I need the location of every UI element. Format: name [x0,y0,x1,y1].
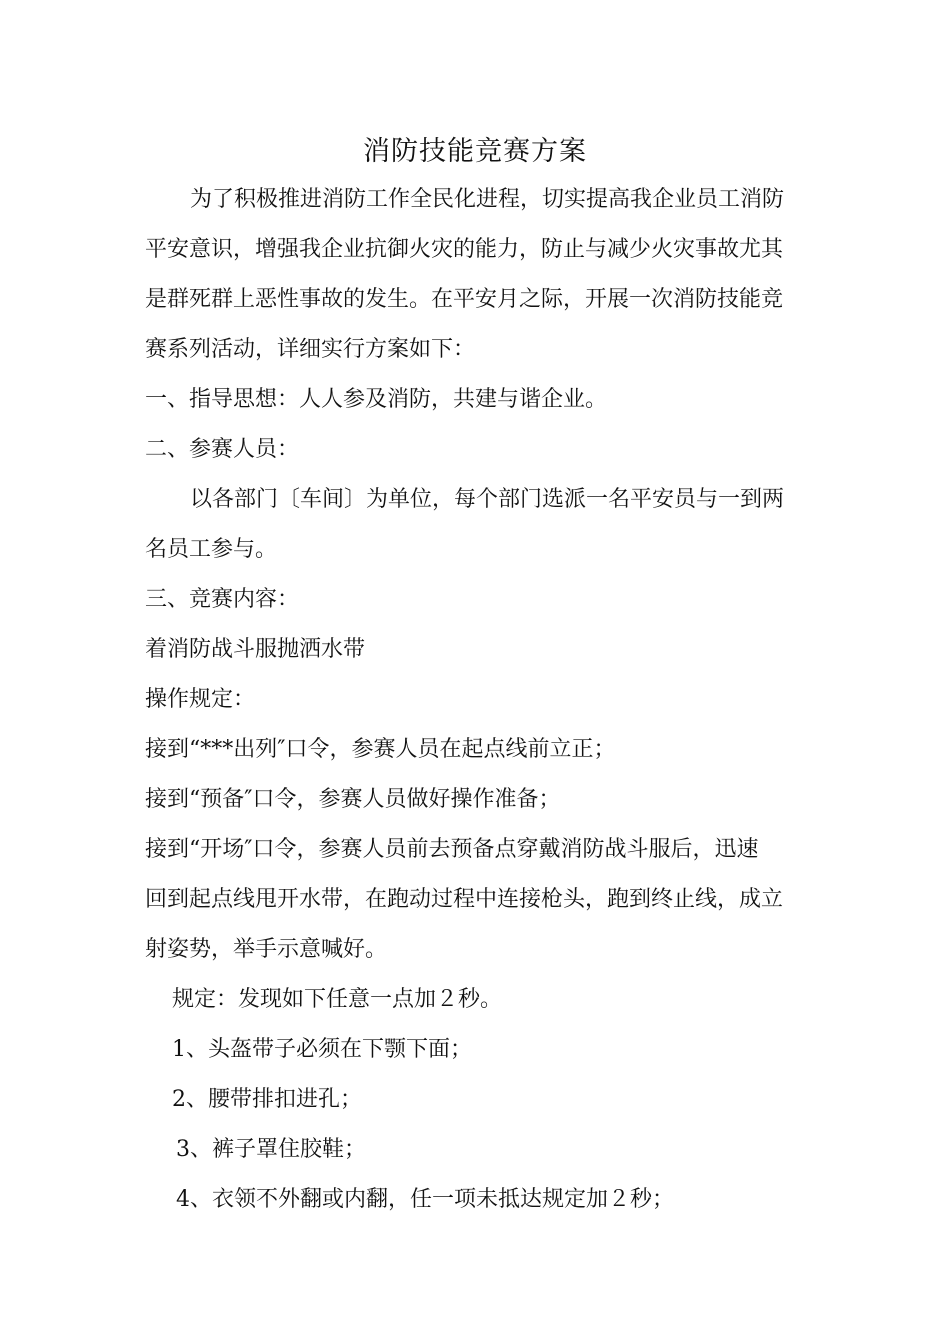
body-line-intro-3: 是群死群上恶性事故的发生。在平安月之际，开展一次消防技能竞 [145,287,784,312]
list-item-1: 1、头盔带子必须在下颚下面； [172,1037,472,1062]
body-line-intro-4: 赛系列活动，详细实行方案如下： [145,337,476,362]
body-line-event: 着消防战斗服抛洒水带 [145,637,366,662]
body-line-intro-1: 为了积极推进消防工作全民化进程，切实提高我企业员工消防 [190,187,785,212]
body-line-command-3b: 回到起点线甩开水带，在跑动过程中连接枪头，跑到终止线，成立 [145,887,784,912]
section-heading-participants: 二、参赛人员： [145,437,300,462]
body-line-operation-rules: 操作规定： [145,687,256,712]
body-line-participants-2: 名员工参与。 [145,537,278,562]
body-line-command-2: 接到“预备″口令，参赛人员做好操作准备； [145,787,561,812]
body-line-command-3a: 接到“开场″口令，参赛人员前去预备点穿戴消防战斗服后，迅速 [145,837,759,862]
section-heading-contents: 三、竞赛内容： [145,587,300,612]
body-line-intro-2: 平安意识，增强我企业抗御火灾的能力，防止与减少火灾事故尤其 [145,237,784,262]
body-line-command-1: 接到“***出列″口令，参赛人员在起点线前立正； [145,737,616,762]
section-heading-guiding-idea: 一、指导思想：人人参及消防，共建与谐企业。 [145,387,608,412]
document-title: 消防技能竞赛方案 [363,136,587,167]
body-line-penalty-rule: 规定：发现如下任意一点加２秒。 [172,987,503,1012]
list-item-2: 2、腰带排扣进孔； [172,1087,362,1112]
body-line-participants-1: 以各部门〔车间〕为单位，每个部门选派一名平安员与一到两 [190,487,785,512]
list-item-3: 3、裤子罩住胶鞋； [176,1137,366,1162]
list-item-4: 4、衣领不外翻或内翻，任一项未抵达规定加２秒； [176,1187,674,1212]
body-line-command-3c: 射姿势，举手示意喊好。 [145,937,388,962]
